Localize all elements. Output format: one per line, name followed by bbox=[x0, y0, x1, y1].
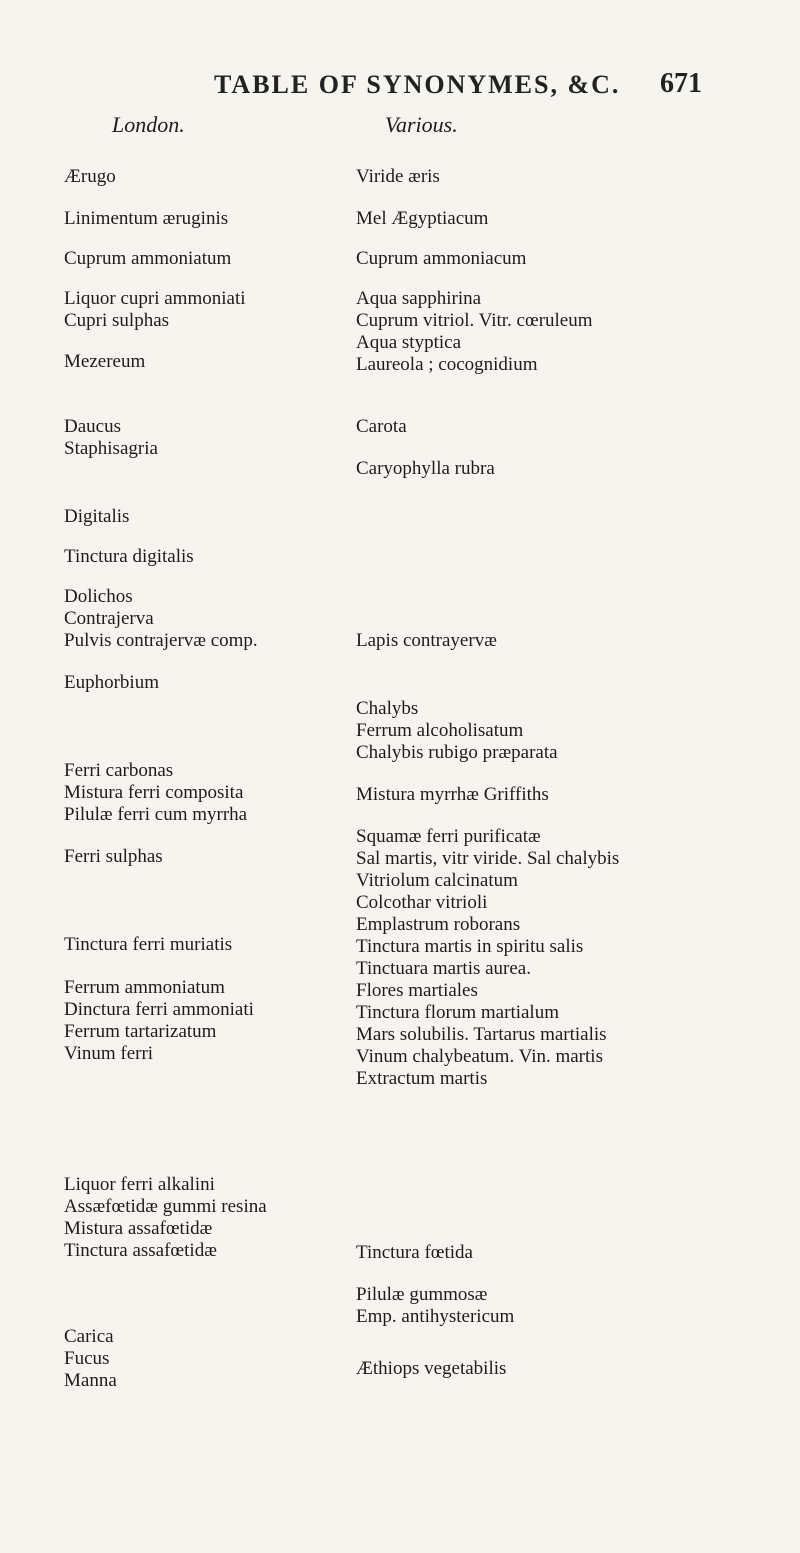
various-entry: Lapis contrayervæ bbox=[356, 630, 497, 651]
various-entry: Sal martis, vitr viride. Sal chalybis bbox=[356, 848, 620, 869]
various-entry: Aqua styptica bbox=[356, 332, 462, 353]
page-number: 671 bbox=[660, 68, 702, 99]
various-entry: Chalybis rubigo præparata bbox=[356, 742, 558, 763]
column-heading-london: London. bbox=[112, 112, 185, 137]
various-entry: Chalybs bbox=[356, 698, 419, 719]
various-entry: Emplastrum roborans bbox=[356, 914, 521, 935]
various-entry: Cuprum ammoniacum bbox=[356, 248, 527, 269]
london-entry: Mezereum bbox=[64, 351, 146, 372]
various-entry: Æthiops vegetabilis bbox=[356, 1358, 507, 1379]
various-entry: Tinctura martis in spiritu salis bbox=[356, 936, 584, 957]
london-entry: Mistura assafœtidæ bbox=[64, 1218, 213, 1239]
running-title: TABLE OF SYNONYMES, &C. bbox=[214, 70, 621, 99]
various-entry: Ferrum alcoholisatum bbox=[356, 720, 524, 741]
london-entry: Ferrum tartarizatum bbox=[64, 1021, 217, 1042]
london-entry: Vinum ferri bbox=[64, 1043, 154, 1064]
various-entry: Tinctuara martis aurea. bbox=[356, 958, 531, 979]
various-entry: Tinctura florum martialum bbox=[356, 1002, 559, 1023]
various-entry: Mistura myrrhæ Griffiths bbox=[356, 784, 549, 805]
london-entry: Digitalis bbox=[64, 506, 130, 527]
london-entry: Carica bbox=[64, 1326, 114, 1347]
london-entry: Cuprum ammoniatum bbox=[64, 248, 232, 269]
london-entry: Dolichos bbox=[64, 586, 133, 607]
various-entry: Colcothar vitrioli bbox=[356, 892, 488, 913]
london-entry: Daucus bbox=[64, 416, 121, 437]
london-entry: Liquor cupri ammoniati bbox=[64, 288, 246, 309]
running-head bbox=[0, 70, 800, 106]
various-entry: Vinum chalybeatum. Vin. martis bbox=[356, 1046, 603, 1067]
london-entry: Tinctura ferri muriatis bbox=[64, 934, 233, 955]
various-entry: Carota bbox=[356, 416, 407, 437]
london-entry: Staphisagria bbox=[64, 438, 158, 459]
various-entry: Tinctura fœtida bbox=[356, 1242, 473, 1263]
various-entry: Vitriolum calcinatum bbox=[356, 870, 518, 891]
london-entry: Tinctura assafœtidæ bbox=[64, 1240, 217, 1261]
london-entry: Linimentum æruginis bbox=[64, 208, 229, 229]
column-heading-various: Various. bbox=[385, 112, 458, 137]
london-entry: Cupri sulphas bbox=[64, 310, 170, 331]
london-entry: Manna bbox=[64, 1370, 117, 1391]
various-entry: Emp. antihystericum bbox=[356, 1306, 515, 1327]
london-entry: Ferrum ammoniatum bbox=[64, 977, 225, 998]
various-entry: Squamæ ferri purificatæ bbox=[356, 826, 541, 847]
london-entry: Assæfœtidæ gummi resina bbox=[64, 1196, 267, 1217]
london-entry: Pilulæ ferri cum myrrha bbox=[64, 804, 248, 825]
london-entry: Ferri sulphas bbox=[64, 846, 163, 867]
various-entry: Mel Ægyptiacum bbox=[356, 208, 489, 229]
london-entry: Liquor ferri alkalini bbox=[64, 1174, 215, 1195]
various-entry: Laureola ; cocognidium bbox=[356, 354, 538, 375]
various-entry: Mars solubilis. Tartarus martialis bbox=[356, 1024, 607, 1045]
london-entry: Pulvis contrajervæ comp. bbox=[64, 630, 258, 651]
various-entry: Pilulæ gummosæ bbox=[356, 1284, 488, 1305]
various-entry: Flores martiales bbox=[356, 980, 478, 1001]
london-entry: Contrajerva bbox=[64, 608, 154, 629]
london-entry: Fucus bbox=[64, 1348, 110, 1369]
london-entry: Euphorbium bbox=[64, 672, 159, 693]
london-entry: Ferri carbonas bbox=[64, 760, 174, 781]
london-entry: Mistura ferri composita bbox=[64, 782, 244, 803]
various-entry: Viride æris bbox=[356, 166, 440, 187]
various-entry: Aqua sapphirina bbox=[356, 288, 482, 309]
london-entry: Ærugo bbox=[64, 166, 116, 187]
various-entry: Cuprum vitriol. Vitr. cœruleum bbox=[356, 310, 593, 331]
various-entry: Caryophylla rubra bbox=[356, 458, 495, 479]
london-entry: Dinctura ferri ammoniati bbox=[64, 999, 254, 1020]
various-entry: Extractum martis bbox=[356, 1068, 488, 1089]
london-entry: Tinctura digitalis bbox=[64, 546, 194, 567]
